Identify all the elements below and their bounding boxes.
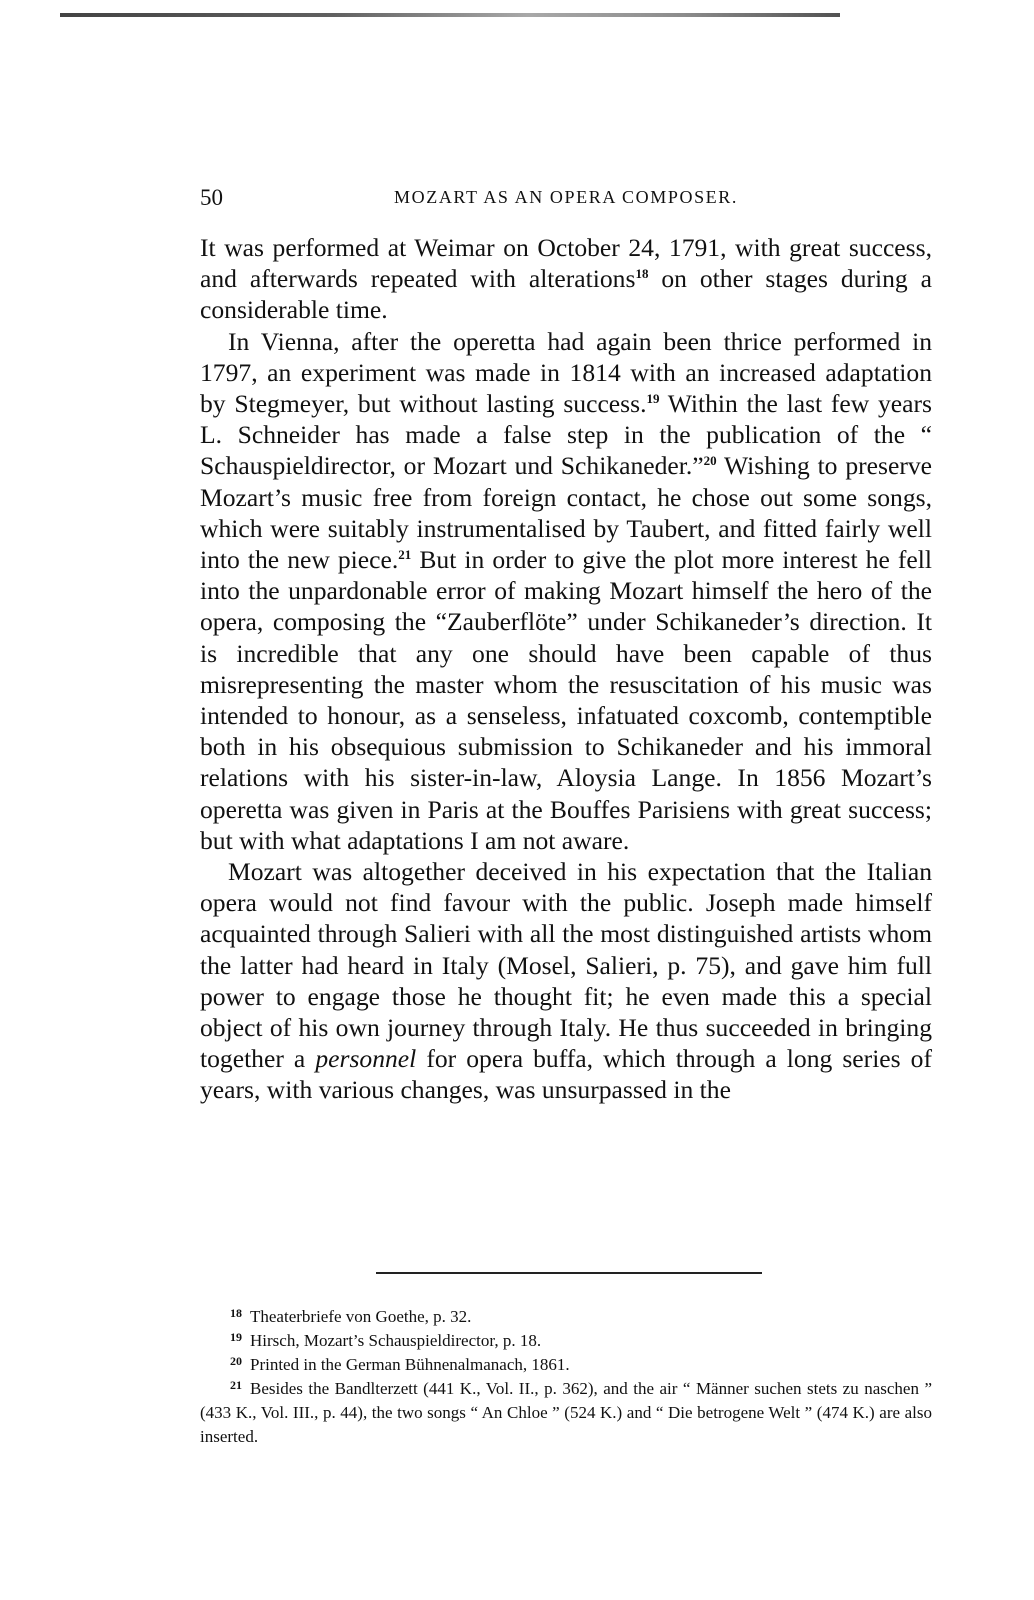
footnote-18 (230, 1305, 932, 1329)
footnote-mark: 19 (230, 1330, 242, 1344)
paragraph-3 (200, 856, 932, 1106)
footnote-19 (230, 1329, 932, 1353)
paragraph-2-text-d: But in order to give the plot more interest he fell into the unpardonable error of making Mozart himself the hero of the opera, composing the “Zauberflöte” under Schikaneder’s direction. It is incredible that any one should have been capable of thus misrepresenting the master whom the resuscitation of his music was intended to honour, as a senseless, infatuated coxcomb, contemptible both in his obsequious submission to Schikaneder and his immoral relations with his sister-in-law, Aloysia Lange. In 1856 Mozart’s operetta was given in Paris at the Bouffes Parisiens with great success; but with what adaptations I am not aware. (200, 545, 932, 855)
paragraph-2-text-b: Within the last few years L. Schneider has made a false step in the publication of the “ Schauspieldirector, or Mozart und Schikaneder.” (200, 389, 933, 481)
footnote-20 (230, 1353, 932, 1377)
footnote-ref-19: 19 (646, 391, 660, 407)
running-title: MOZART AS AN OPERA COMPOSER. (394, 187, 738, 207)
footnote-text: Hirsch, Mozart’s Schauspieldirector, p. 18. (250, 1331, 542, 1350)
footnote-text: Besides the Bandlterzett (441 K., Vol. II., p. 362), and the air “ Männer suchen stets zu naschen ” (433 K., Vol. III., p. 44), the two songs “ An Chloe ” (524 K.) and “ Die betrogene Welt ” (474 K.) are also inserted. (200, 1379, 932, 1446)
page-number: 50 (200, 185, 223, 210)
body-text (200, 232, 932, 1106)
paragraph-2 (200, 326, 932, 856)
footnotes (200, 1305, 932, 1449)
footnote-ref-18: 18 (635, 266, 649, 282)
footnote-text: Printed in the German Bühnenalmanach, 1861. (250, 1355, 570, 1374)
footnote-mark: 20 (230, 1354, 242, 1368)
footnote-mark: 18 (230, 1306, 242, 1320)
scan-edge-rule (60, 13, 840, 17)
paragraph-1-text-b: on other stages during a considerable time. (200, 264, 932, 325)
paragraph-1-text-a: It was performed at Weimar on October 24, 1791, with great success, and afterwards repeated with alterations (200, 233, 932, 294)
footnote-21 (200, 1377, 932, 1449)
footnote-mark: 21 (230, 1378, 242, 1392)
footnote-text: Theaterbriefe von Goethe, p. 32. (250, 1307, 472, 1326)
footnote-ref-21: 21 (398, 547, 412, 563)
paragraph-1 (200, 232, 932, 326)
paragraph-2-text-a: In Vienna, after the operetta had again been thrice performed in 1797, an experiment was made in 1814 with an increased adaptation by Stegmeyer, but without lasting success. (200, 326, 932, 419)
page-header (200, 185, 932, 215)
paragraph-3-text-b: for opera buffa, which through a long series of years, with various changes, was unsurpassed in the (200, 1044, 932, 1105)
paragraph-3-italic-term: personnel (315, 1044, 417, 1074)
paragraph-3-text-a: Mozart was altogether deceived in his expectation that the Italian opera would not find favour with the public. Joseph made himself acquainted through Salieri with all the most distinguished artists whom the latter had heard in Italy (Mosel, Salieri, p. 75), and gave him full power to engage those he thought fit; he even made this a special object of his own journey through Italy. He thus succeeded in bringing together a (200, 857, 932, 1074)
footnote-ref-20: 20 (703, 453, 717, 469)
paragraph-2-text-c: Wishing to preserve Mozart’s music free from foreign contact, he chose out some songs, which were suitably instrumentalised by Taubert, and fitted fairly well into the new piece. (200, 451, 932, 575)
footnote-divider (376, 1272, 762, 1274)
